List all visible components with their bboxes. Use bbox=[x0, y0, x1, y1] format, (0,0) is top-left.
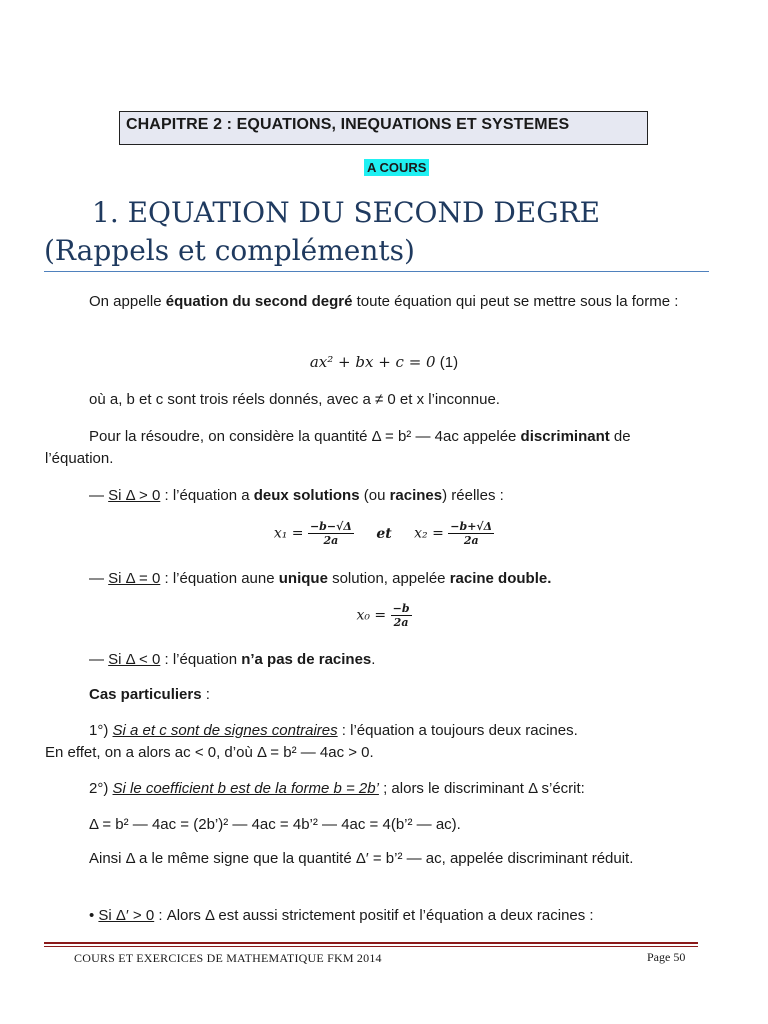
case-zero bbox=[89, 568, 551, 590]
case-positive bbox=[89, 485, 504, 507]
x1-label: x₁ = bbox=[273, 525, 304, 542]
x2-fraction bbox=[448, 520, 494, 547]
case2-equation: Δ = b² — 4ac = (2b’)² — 4ac = 4b’² — 4ac = 4(b’² — ac). bbox=[89, 816, 461, 833]
case-text: solution, appelée bbox=[327, 570, 450, 587]
particular-title: Cas particuliers bbox=[89, 686, 202, 703]
dash: — bbox=[89, 487, 109, 504]
section-title bbox=[44, 194, 724, 270]
case2-paragraph bbox=[89, 778, 585, 800]
page-number: Page 50 bbox=[647, 950, 686, 964]
section-title-line1: 1. EQUATION DU SECOND DEGRE bbox=[92, 196, 601, 229]
case-number: 1°) bbox=[89, 722, 113, 739]
et-connector: et bbox=[376, 525, 392, 542]
discriminant-text: Pour la résoudre, on considère la quantité Δ = b² — 4ac appelée bbox=[89, 428, 521, 445]
intro-text: On appelle bbox=[89, 293, 166, 310]
bullet-marker: • bbox=[89, 907, 99, 924]
case1-condition: Si a et c sont de signes contraires bbox=[112, 722, 338, 739]
x1-denominator: 2a bbox=[323, 534, 339, 547]
chapter-title: CHAPITRE 2 : EQUATIONS, INEQUATIONS ET SYSTEMES bbox=[119, 111, 648, 145]
intro-paragraph bbox=[45, 291, 690, 313]
bold-term: racine double. bbox=[449, 570, 552, 587]
x1-numerator: −b−√Δ bbox=[309, 520, 352, 533]
conditions-text: où a, b et c sont trois réels donnés, avec a ≠ 0 et x l’inconnue. bbox=[89, 391, 500, 408]
x2-numerator: −b+√Δ bbox=[450, 520, 493, 533]
case-text: ) réelles : bbox=[442, 487, 504, 504]
case-text: : l’équation a bbox=[160, 487, 254, 504]
condition-zero: Si Δ = 0 bbox=[108, 570, 161, 587]
bullet-item bbox=[89, 905, 594, 927]
bold-term: deux solutions bbox=[253, 487, 360, 504]
case1-paragraph bbox=[45, 720, 705, 764]
footer-divider-thick bbox=[44, 942, 698, 944]
x2-label: x₂ = bbox=[414, 525, 444, 542]
discriminant-text-end: de l’équation. bbox=[45, 428, 631, 467]
discriminant-paragraph bbox=[45, 426, 690, 470]
cours-label: A COURS bbox=[364, 159, 429, 176]
case-number: 2°) bbox=[89, 780, 113, 797]
dash: — bbox=[89, 651, 109, 668]
x0-label: x₀ = bbox=[356, 607, 387, 624]
case1-text2: En effet, on a alors ac < 0, d’où Δ = b² — 4ac > 0. bbox=[45, 744, 374, 761]
case-negative bbox=[89, 649, 375, 671]
case2-condition: Si le coefficient b est de la forme b = 2b’ bbox=[112, 780, 379, 797]
intro-bold-term: équation du second degré bbox=[165, 293, 353, 310]
case-text: (ou bbox=[359, 487, 390, 504]
reduced-paragraph: Ainsi Δ a le même signe que la quantité Δ′ = b’² — ac, appelée discriminant réduit. bbox=[89, 850, 634, 867]
case-text: : l’équation a toujours deux racines. bbox=[337, 722, 578, 739]
x0-numerator: −b bbox=[392, 602, 410, 615]
case-text: : l’équation aune bbox=[160, 570, 279, 587]
x0-denominator: 2a bbox=[393, 616, 409, 629]
condition-positive: Si Δ > 0 bbox=[108, 487, 161, 504]
x2-denominator: 2a bbox=[463, 534, 479, 547]
dash: — bbox=[89, 570, 109, 587]
main-equation bbox=[0, 351, 768, 374]
bullet-condition: Si Δ′ > 0 bbox=[98, 907, 155, 924]
footer-divider-thin bbox=[44, 946, 698, 947]
bold-term: n’a pas de racines bbox=[241, 651, 372, 668]
case-text: : l’équation bbox=[160, 651, 242, 668]
condition-negative: Si Δ < 0 bbox=[108, 651, 161, 668]
title-divider bbox=[44, 271, 709, 272]
discriminant-bold-term: discriminant bbox=[520, 428, 610, 445]
intro-text-end: toute équation qui peut se mettre sous la forme : bbox=[352, 293, 679, 310]
section-title-line2: (Rappels et compléments) bbox=[44, 234, 415, 267]
bullet-text: : Alors Δ est aussi strictement positif et l’équation a deux racines : bbox=[154, 907, 594, 924]
double-root-formula bbox=[0, 602, 768, 629]
case-text: ; alors le discriminant Δ s’écrit: bbox=[378, 780, 585, 797]
footer-title: COURS ET EXERCICES DE MATHEMATIQUE FKM 2014 bbox=[74, 951, 382, 965]
roots-formula bbox=[0, 520, 768, 547]
x1-fraction bbox=[308, 520, 354, 547]
x0-fraction bbox=[391, 602, 412, 629]
bold-term: racines bbox=[389, 487, 443, 504]
bold-term: unique bbox=[278, 570, 328, 587]
colon: : bbox=[201, 686, 210, 703]
equation-formula: ax² + bx + c = 0 bbox=[309, 353, 436, 371]
equation-ref: (1) bbox=[439, 354, 459, 371]
particular-cases-heading bbox=[89, 684, 210, 706]
case-text: . bbox=[371, 651, 376, 668]
